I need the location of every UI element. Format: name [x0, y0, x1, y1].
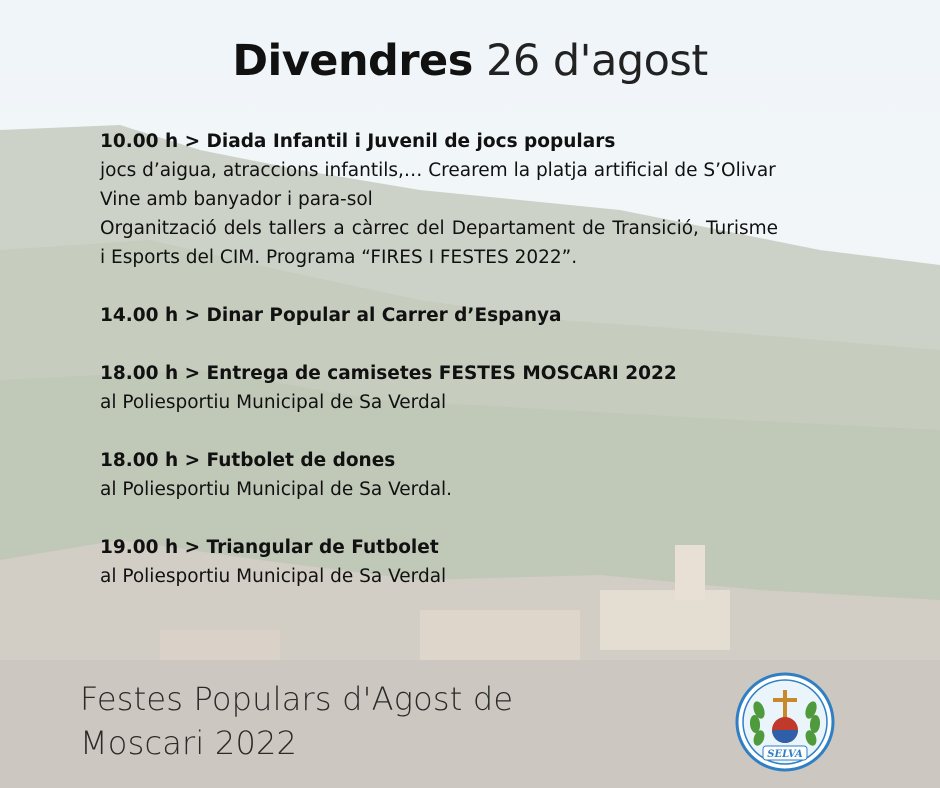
- event-heading: 18.00 h > Futbolet de dones: [100, 450, 396, 471]
- event-4: [100, 446, 778, 504]
- page-title: [0, 34, 940, 88]
- selva-logo: [735, 672, 835, 772]
- event-heading: 19.00 h > Triangular de Futbolet: [100, 537, 439, 558]
- footer-line-1: Festes Populars d'Agost de: [80, 680, 514, 718]
- event-description: jocs d’aigua, atraccions infantils,… Crearem la platja artificial de S’Olivar: [100, 160, 776, 181]
- event-heading: 14.00 h > Dinar Popular al Carrer d’Espanya: [100, 305, 562, 326]
- event-description: Organització dels tallers a càrrec del Departament de Transició, Turisme i Esports del CIM. Programa “FIRES I FESTES 2022”.: [100, 218, 778, 268]
- event-5: [100, 533, 778, 591]
- title-date: 26 d'agost: [485, 36, 708, 86]
- logo-text: SELVA: [767, 749, 803, 760]
- event-description: al Poliesportiu Municipal de Sa Verdal: [100, 566, 447, 587]
- event-heading: 18.00 h > Entrega de camisetes FESTES MOSCARI 2022: [100, 363, 677, 384]
- event-description: al Poliesportiu Municipal de Sa Verdal.: [100, 479, 453, 500]
- event-3: [100, 359, 778, 417]
- event-description: Vine amb banyador i para-sol: [100, 189, 373, 210]
- title-day: Divendres: [232, 36, 473, 86]
- footer-caption: [80, 677, 580, 765]
- event-2: [100, 301, 778, 330]
- event-heading: 10.00 h > Diada Infantil i Juvenil de jocs populars: [100, 131, 616, 152]
- footer-line-2: Moscari 2022: [80, 724, 298, 762]
- event-description: al Poliesportiu Municipal de Sa Verdal: [100, 392, 447, 413]
- program-list: [100, 127, 778, 620]
- event-1: [100, 127, 778, 272]
